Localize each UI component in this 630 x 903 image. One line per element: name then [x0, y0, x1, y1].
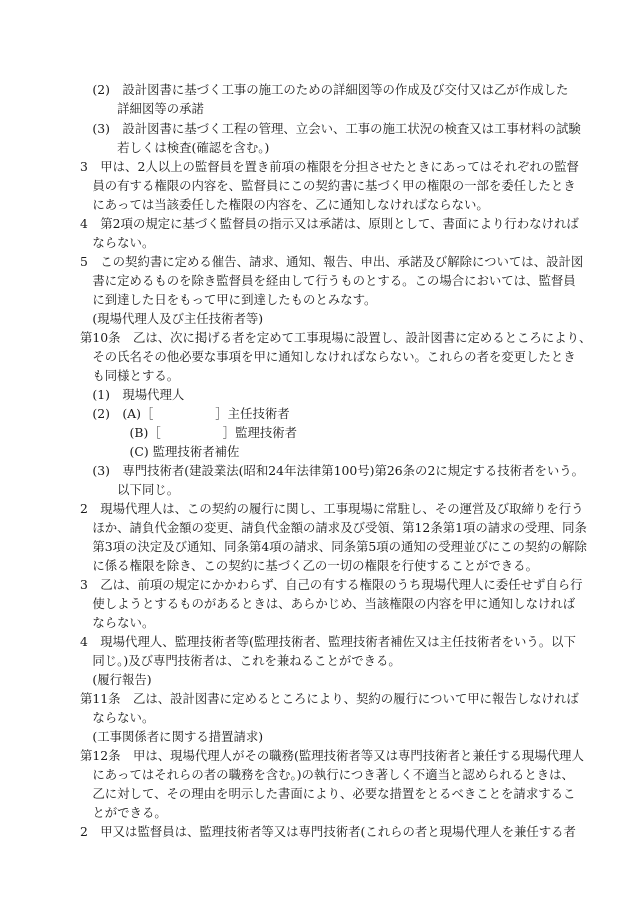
text-line: 員の有する権限の内容を、監督員にこの契約書に基づく甲の権限の一部を委任したとき	[80, 178, 576, 193]
paragraph-heading10	[80, 309, 550, 328]
paragraph-art10-2	[80, 404, 550, 461]
text-line: ほか、請負代金額の変更、請負代金額の請求及び受領、第12条第1項の請求の受理、同条	[80, 520, 587, 535]
text-line: (履行報告)	[80, 672, 152, 687]
text-line: 3 甲は、2人以上の監督員を置き前項の権限を分担させたときにあってはそれぞれの監督	[80, 159, 579, 174]
text-line: にあっては当該委任した権限の内容を、乙に通知しなければならない。	[80, 197, 489, 212]
text-line: も同様とする。	[80, 368, 180, 383]
text-line: ならない。	[80, 710, 155, 725]
paragraph-art12	[80, 746, 584, 822]
text-line: 2 甲又は監督員は、監理技術者等又は専門技術者(これらの者と現場代理人を兼任する者	[80, 824, 576, 839]
text-line: 第11条 乙は、設計図書に定めるところにより、契約の履行について甲に報告しなければ	[80, 691, 579, 706]
text-line: とができる。	[80, 805, 167, 820]
text-line: ならない。	[80, 615, 155, 630]
text-line: 第10条 乙は、次に掲げる者を定めて工事現場に設置し、設計図書に定めるところにより、	[80, 330, 592, 345]
text-line: (1) 現場代理人	[80, 387, 185, 402]
paragraph-item4	[80, 214, 579, 252]
paragraph-item5	[80, 252, 584, 309]
text-line: 4 現場代理人、監理技術者等(監理技術者、監理技術者補佐又は主任技術者をいう。以下	[80, 634, 576, 649]
paragraph-art10-3	[80, 461, 585, 499]
paragraph-item3	[80, 157, 579, 214]
paragraph-art10	[80, 328, 592, 385]
text-line: 乙に対して、その理由を明示した書面により、必要な措置をとるべきことを請求するこ	[80, 786, 576, 801]
text-line: (現場代理人及び主任技術者等)	[80, 311, 264, 326]
text-line: (工事関係者に関する措置請求)	[80, 729, 264, 744]
paragraph-sub2	[80, 80, 569, 118]
paragraph-art10-p4	[80, 632, 576, 670]
text-line: (B)［ ］監理技術者	[80, 425, 298, 440]
paragraph-art12-p2	[80, 822, 576, 841]
text-line: 2 現場代理人は、この契約の履行に関し、工事現場に常駐し、その運営及び取締りを行う	[80, 501, 584, 516]
text-line: 同じ。)及び専門技術者は、これを兼ねることができる。	[80, 653, 401, 668]
paragraph-sub3	[80, 119, 581, 157]
paragraph-art10-p3	[80, 575, 583, 632]
text-line: 若しくは検査(確認を含む。)	[80, 140, 270, 155]
text-line: (2) (A)［ ］主任技術者	[80, 406, 290, 421]
text-line: に係る権限を除き、この契約に基づく乙の一切の権限を行使することができる。	[80, 558, 538, 573]
text-line: (3) 専門技術者(建設業法(昭和24年法律第100号)第26条の2に規定する技術者をいう。	[80, 463, 585, 478]
paragraph-heading11	[80, 670, 550, 689]
text-line: にあってはそれらの者の職務を含む。)の執行につき著しく不適当と認められるときは、	[80, 767, 574, 782]
paragraph-heading12	[80, 727, 550, 746]
text-line: ならない。	[80, 235, 155, 250]
text-line: 使しようとするものがあるときは、あらかじめ、当該権限の内容を甲に通知しなければ	[80, 596, 576, 611]
text-line: 以下同じ。	[80, 482, 180, 497]
paragraph-art10-1	[80, 385, 550, 404]
text-line: 書に定めるものを除き監督員を経由して行うものとする。この場合においては、監督員	[80, 273, 576, 288]
text-line: 第3項の決定及び通知、同条第4項の請求、同条第5項の通知の受理並びにこの契約の解除	[80, 539, 587, 554]
text-line: (2) 設計図書に基づく工事の施工のための詳細図等の作成及び交付又は乙が作成した	[80, 82, 569, 97]
text-line: 4 第2項の規定に基づく監督員の指示又は承諾は、原則として、書面により行わなければ	[80, 216, 579, 231]
paragraph-art11	[80, 689, 579, 727]
paragraph-art10-p2	[80, 499, 587, 575]
text-line: (C) 監理技術者補佐	[80, 444, 240, 459]
text-line: その氏名その他必要な事項を甲に通知しなければならない。これらの者を変更したとき	[80, 349, 576, 364]
text-line: 詳細図等の承諾	[80, 101, 204, 116]
text-line: に到達した日をもって甲に到達したものとみなす。	[80, 292, 377, 307]
text-line: 3 乙は、前項の規定にかかわらず、自己の有する権限のうち現場代理人に委任せず自ら行	[80, 577, 583, 592]
text-line: (3) 設計図書に基づく工程の管理、立会い、工事の施工状況の検査又は工事材料の試験	[80, 121, 581, 136]
text-line: 5 この契約書に定める催告、請求、通知、報告、申出、承諾及び解除については、設計図	[80, 254, 584, 269]
text-line: 第12条 甲は、現場代理人がその職務(監理技術者等又は専門技術者と兼任する現場代理人	[80, 748, 584, 763]
